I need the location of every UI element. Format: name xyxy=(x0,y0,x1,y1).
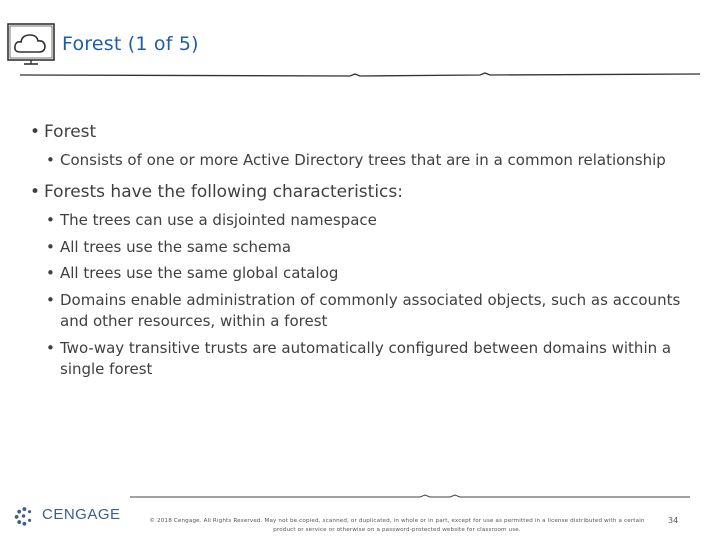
bullet-level2 xyxy=(46,338,700,380)
bullet-text: Consists of one or more Active Directory trees that are in a common relationship xyxy=(60,151,666,169)
bullet-dot: • xyxy=(30,122,41,142)
bullet-text: Two-way transitive trusts are automatically configured between domains within a single forest xyxy=(60,339,672,378)
bullet-level2 xyxy=(46,290,700,332)
bullet-dot: • xyxy=(46,339,55,357)
bullet-text: All trees use the same schema xyxy=(60,238,292,256)
cengage-logo-icon xyxy=(14,505,40,527)
cengage-logo: CENGAGE xyxy=(42,506,121,523)
bullet-text: All trees use the same global catalog xyxy=(60,264,339,282)
bullet-dot: • xyxy=(46,238,55,256)
copyright-notice: © 2018 Cengage. All Rights Reserved. May not be copied, scanned, or duplicated, in whole or in part, except for use as permitted in a license distributed with a certain product or service or otherwise on a password-protected website for classroom use. xyxy=(149,518,645,533)
page-number: 34 xyxy=(668,516,679,525)
bullet-level2 xyxy=(46,150,700,171)
bullet-level2 xyxy=(46,210,700,231)
bullet-text: Domains enable administration of commonly associated objects, such as accounts and other resources, within a forest xyxy=(60,291,681,330)
bullet-level2 xyxy=(46,263,700,284)
bullet-level2 xyxy=(46,237,700,258)
cloud-monitor-icon xyxy=(6,20,56,70)
bullet-text: The trees can use a disjointed namespace xyxy=(60,211,377,229)
bullet-dot: • xyxy=(46,151,55,169)
bullet-dot: • xyxy=(46,291,55,309)
bullet-text: Forests have the following characteristics: xyxy=(44,182,403,202)
bullet-dot: • xyxy=(30,182,41,202)
slide-title: Forest (1 of 5) xyxy=(62,33,199,55)
bullet-dot: • xyxy=(46,264,55,282)
bullet-dot: • xyxy=(46,211,55,229)
bullet-text: Forest xyxy=(44,122,97,142)
title-divider xyxy=(20,70,700,80)
footer-divider xyxy=(130,493,690,501)
